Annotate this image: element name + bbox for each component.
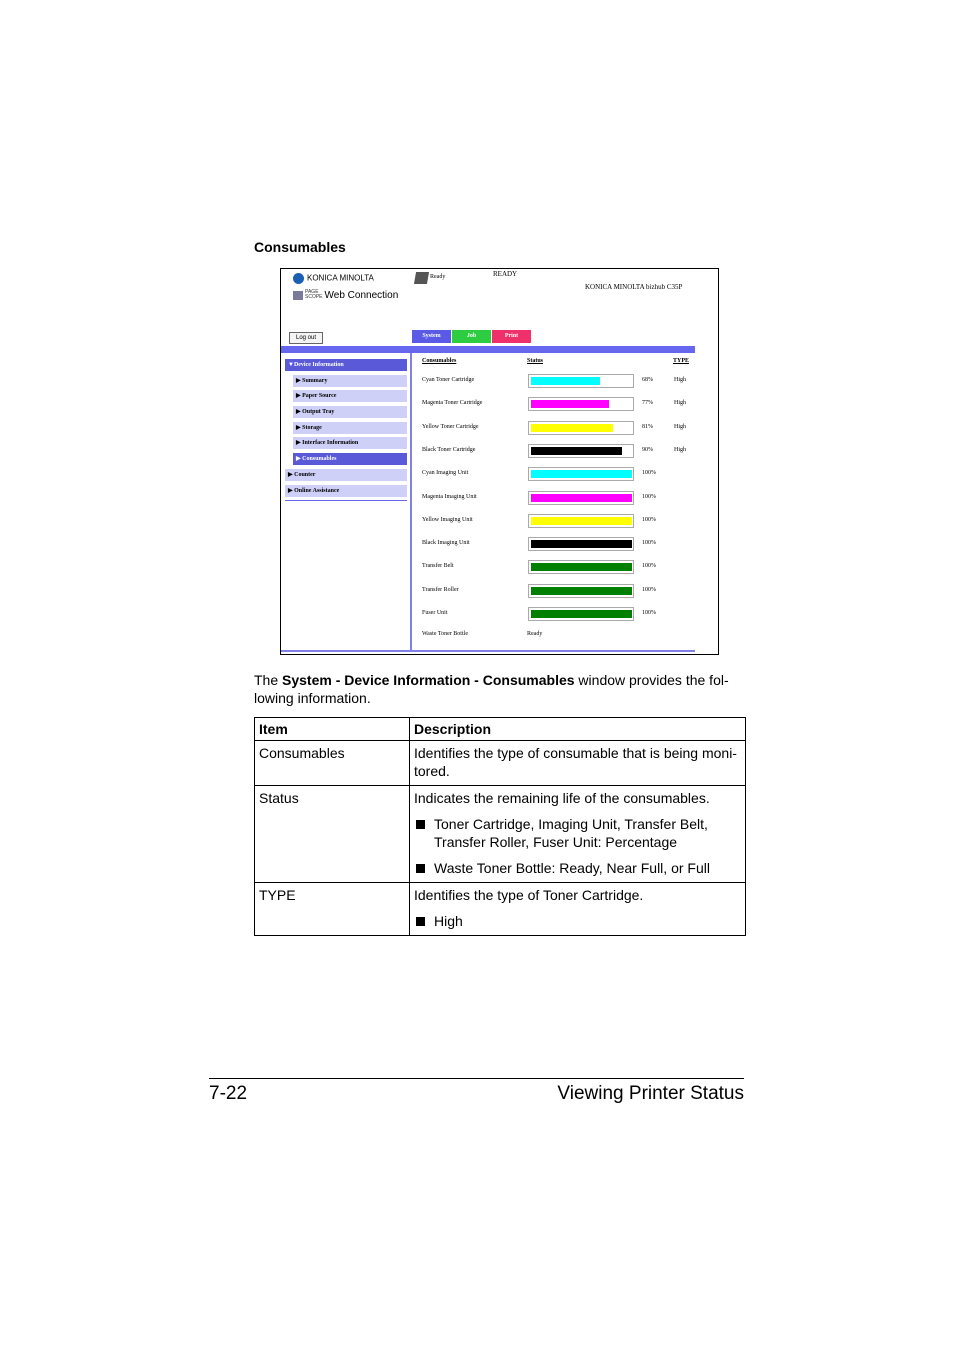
level-percent: 100%: [642, 493, 656, 500]
tab-job[interactable]: Job: [452, 330, 491, 343]
consumable-name: Fuser Unit: [422, 610, 448, 616]
level-bar: [528, 537, 634, 551]
col-header-type: TYPE: [673, 358, 690, 364]
level-percent: 100%: [642, 470, 656, 477]
square-bullet-icon: [416, 864, 425, 873]
sidebar-item[interactable]: ▶ Output Tray: [293, 406, 407, 418]
pagescope-logo: [293, 290, 398, 301]
level-bar: [528, 397, 634, 411]
square-bullet-icon: [416, 917, 425, 926]
consumable-name: Black Imaging Unit: [422, 540, 470, 547]
description-text: Identifies the type of consumable that is being moni-tored.: [414, 745, 737, 779]
level-bar-fill: [531, 540, 632, 548]
printer-icon: [414, 272, 429, 284]
consumable-name: Transfer Belt: [422, 563, 454, 570]
web-connection-screenshot: [280, 268, 719, 655]
model-name: KONICA MINOLTA bizhub C35P: [585, 283, 683, 291]
level-percent: 77%: [642, 400, 653, 407]
printer-status-small: Ready: [430, 274, 446, 280]
sidebar-item[interactable]: ▶ Interface Information: [293, 437, 407, 449]
intro-paragraph: The System - Device Information - Consumables window provides the fol-lowing information.: [254, 672, 729, 706]
level-bar-fill: [531, 517, 632, 525]
consumable-type: High: [674, 446, 686, 453]
pagescope-icon: [293, 291, 303, 300]
table-cell-item: Consumables: [255, 741, 410, 786]
square-bullet-icon: [416, 820, 425, 829]
level-percent: 100%: [642, 516, 656, 523]
level-bar-fill: [531, 447, 622, 455]
level-bar-fill: [531, 610, 632, 618]
printer-status-top: READY: [493, 270, 518, 278]
level-bar-fill: [531, 587, 632, 595]
web-connection-label: Web Connection: [324, 290, 399, 301]
page-footer-title: Viewing Printer Status: [557, 1083, 744, 1104]
consumable-name: Black Toner Cartridge: [422, 446, 476, 453]
description-text: Identifies the type of Toner Cartridge.: [414, 887, 644, 903]
consumable-name: Cyan Imaging Unit: [422, 470, 469, 477]
consumable-type: High: [674, 423, 686, 430]
level-percent: 100%: [642, 586, 656, 593]
table-header-item: Item: [255, 718, 410, 741]
brand-logo: [293, 273, 374, 284]
pagescope-badge: PAGE SCOPE: [305, 289, 323, 301]
col-header-status: Status: [527, 358, 544, 364]
main-tabs: [412, 330, 532, 343]
table-row: [255, 741, 746, 786]
sidebar-item[interactable]: ▶ Paper Source: [293, 390, 407, 402]
table-cell-item: Status: [255, 786, 410, 883]
level-bar-fill: [531, 424, 613, 432]
level-percent: 81%: [642, 423, 653, 430]
table-row: [255, 883, 746, 936]
sidebar-item[interactable]: ▶ Summary: [293, 375, 407, 387]
consumable-type: High: [674, 400, 686, 407]
tab-print[interactable]: Print: [492, 330, 531, 343]
consumable-name: Yellow Imaging Unit: [422, 516, 473, 523]
bullet-item: [414, 912, 741, 930]
level-bar-fill: [531, 494, 632, 502]
table-header-description: Description: [410, 718, 746, 741]
level-percent: 100%: [642, 610, 656, 616]
sidebar-item[interactable]: ▶ Storage: [293, 422, 407, 434]
bullet-item: [414, 859, 741, 877]
sidebar-rule: [285, 500, 407, 501]
sidebar: [285, 359, 407, 501]
description-table: [254, 717, 746, 936]
consumable-name: Transfer Roller: [422, 586, 459, 593]
sidebar-item[interactable]: ▶ Online Assistance: [285, 485, 407, 497]
divider: [410, 353, 412, 650]
level-bar: [528, 421, 634, 435]
consumable-name: Yellow Toner Cartridge: [422, 423, 479, 430]
table-cell-description: [410, 741, 746, 786]
waste-toner-label: Waste Toner Bottle: [422, 631, 468, 637]
logout-button[interactable]: Log out: [289, 332, 323, 344]
level-bar: [528, 560, 634, 574]
description-text: Indicates the remaining life of the consumables.: [414, 790, 710, 806]
consumable-type: High: [674, 377, 686, 383]
sidebar-item[interactable]: ▶ Counter: [285, 469, 407, 481]
level-bar-fill: [531, 470, 632, 478]
page-number: 7-22: [209, 1083, 248, 1104]
level-percent: 68%: [642, 377, 653, 383]
sidebar-item[interactable]: ▼Device Information: [285, 359, 407, 371]
level-bar-fill: [531, 563, 632, 571]
table-cell-description: [410, 883, 746, 936]
sidebar-item[interactable]: ▶ Consumables: [293, 453, 407, 465]
section-heading: Consumables: [254, 239, 346, 255]
brand-name: KONICA MINOLTA: [307, 273, 374, 283]
level-bar-fill: [531, 400, 609, 408]
level-percent: 100%: [642, 563, 656, 570]
consumable-name: Cyan Toner Cartridge: [422, 377, 475, 383]
level-percent: 100%: [642, 540, 656, 547]
level-bar-fill: [531, 377, 600, 385]
col-header-consumables: Consumables: [422, 358, 457, 364]
table-cell-item: TYPE: [255, 883, 410, 936]
consumable-name: Magenta Imaging Unit: [422, 493, 477, 500]
table-cell-description: [410, 786, 746, 883]
level-bar: [528, 607, 634, 621]
level-bar: [528, 584, 634, 598]
waste-toner-status: Ready: [527, 631, 543, 637]
konica-globe-icon: [293, 273, 304, 284]
level-bar: [528, 467, 634, 481]
bullet-text: High: [434, 913, 463, 929]
level-bar: [528, 514, 634, 528]
bullet-item: [414, 815, 741, 851]
header-bar: [281, 346, 695, 353]
table-row: [255, 786, 746, 883]
level-bar: [528, 491, 634, 505]
footer-rule: [209, 1078, 744, 1079]
bottom-divider: [281, 650, 695, 652]
level-bar: [528, 374, 634, 388]
level-bar: [528, 444, 634, 458]
consumable-name: Magenta Toner Cartridge: [422, 400, 483, 407]
bullet-text: Waste Toner Bottle: Ready, Near Full, or Full: [434, 860, 710, 876]
level-percent: 90%: [642, 446, 653, 453]
bullet-text: Toner Cartridge, Imaging Unit, Transfer Belt, Transfer Roller, Fuser Unit: Percentage: [434, 816, 708, 850]
tab-system[interactable]: System: [412, 330, 451, 343]
